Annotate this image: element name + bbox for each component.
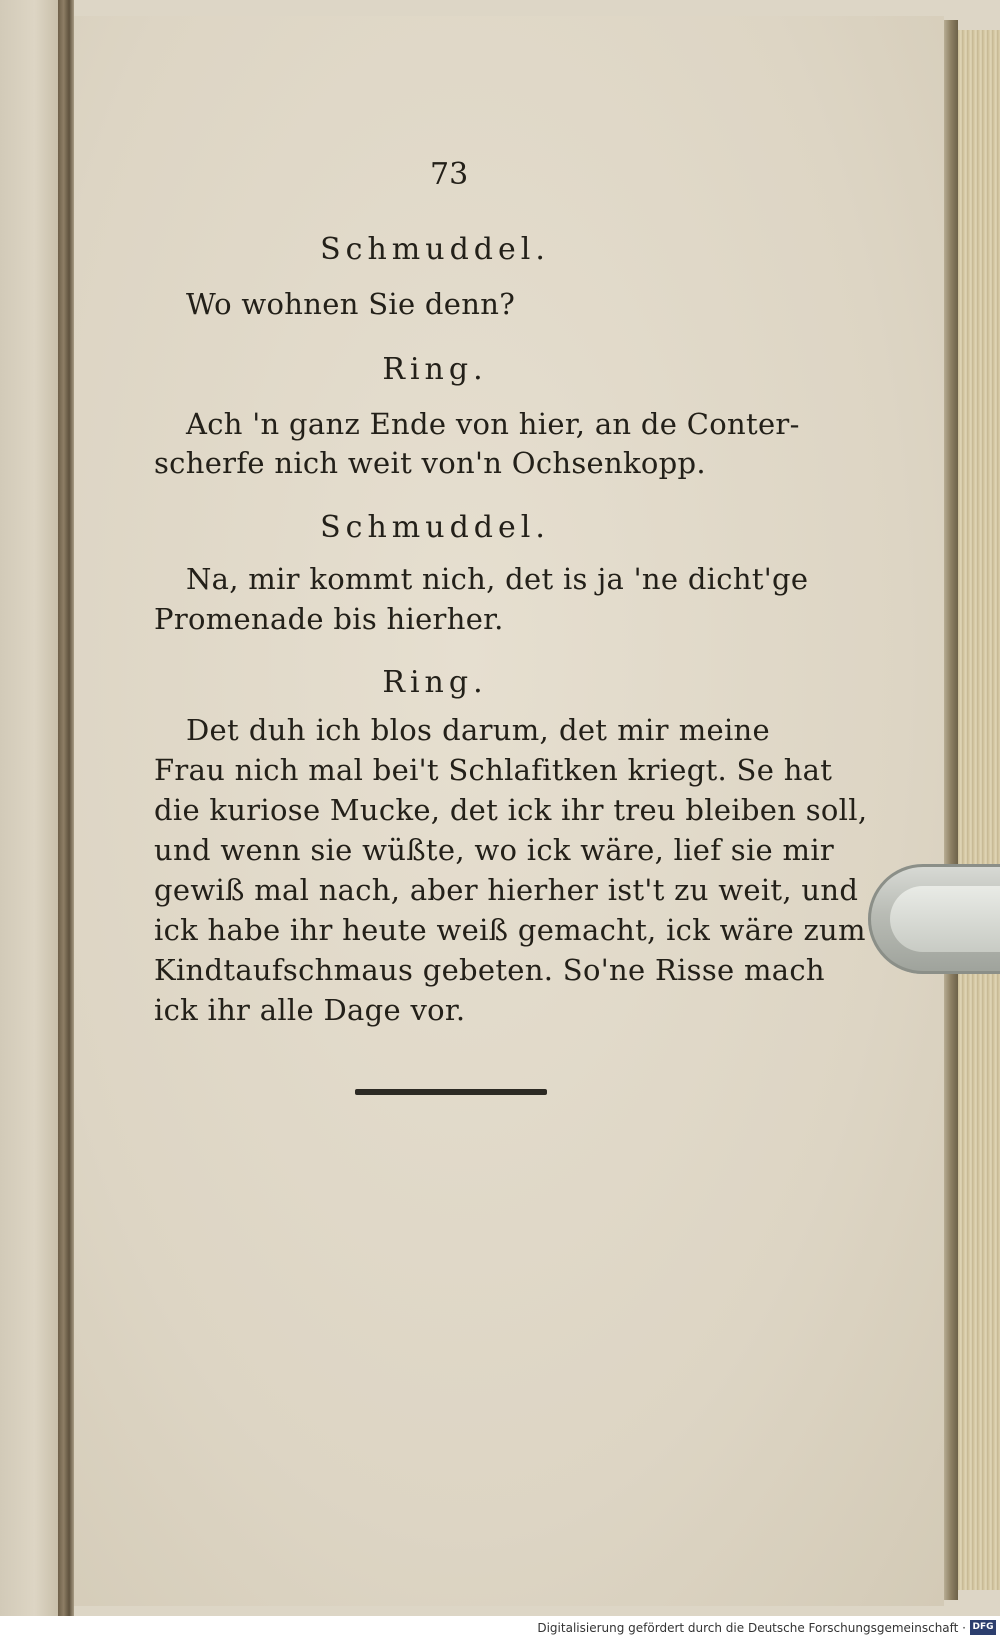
dialogue-line: Promenade bis hierher. (154, 602, 504, 636)
dfg-logo: DFG (970, 1620, 996, 1635)
dialogue-line: die kuriose Mucke, det ick ihr treu bleiben soll, (154, 793, 868, 827)
footer-bar (0, 1616, 1000, 1641)
speaker-name: Ring. (382, 352, 488, 387)
dialogue-line: scherfe nich weit von'n Ochsenkopp. (154, 446, 706, 480)
funding-credit: Digitalisierung gefördert durch die Deutsche Forschungsgemeinschaft · (537, 1621, 966, 1635)
dialogue-line: gewiß mal nach, aber hierher ist't zu weit, und (154, 873, 859, 907)
speaker-name: Schmuddel. (320, 232, 550, 267)
speaker-name: Schmuddel. (320, 510, 550, 545)
dialogue-line: Det duh ich blos darum, det mir meine (186, 713, 770, 747)
page-number: 73 (430, 157, 469, 192)
left-page-edge (0, 0, 58, 1616)
book-gutter (58, 0, 74, 1616)
dialogue-line: Wo wohnen Sie denn? (186, 287, 516, 321)
dialogue-line: ick habe ihr heute weiß gemacht, ick wäre zum (154, 913, 866, 947)
dialogue-line: Frau nich mal bei't Schlafitken kriegt. Se hat (154, 753, 833, 787)
page-edge-shadow (944, 20, 958, 1600)
dialogue-line: Ach 'n ganz Ende von hier, an de Conter- (186, 407, 800, 441)
metal-clip (868, 864, 1000, 974)
dialogue-line: Kindtaufschmaus gebeten. So'ne Risse mach (154, 953, 825, 987)
end-rule (355, 1089, 547, 1095)
dialogue-line: ick ihr alle Dage vor. (154, 993, 466, 1027)
dialogue-line: Na, mir kommt nich, det is ja 'ne dicht'ge (186, 562, 809, 596)
dialogue-line: und wenn sie wüßte, wo ick wäre, lief sie mir (154, 833, 835, 867)
speaker-name: Ring. (382, 665, 488, 700)
page-block-edge (958, 30, 1000, 1590)
